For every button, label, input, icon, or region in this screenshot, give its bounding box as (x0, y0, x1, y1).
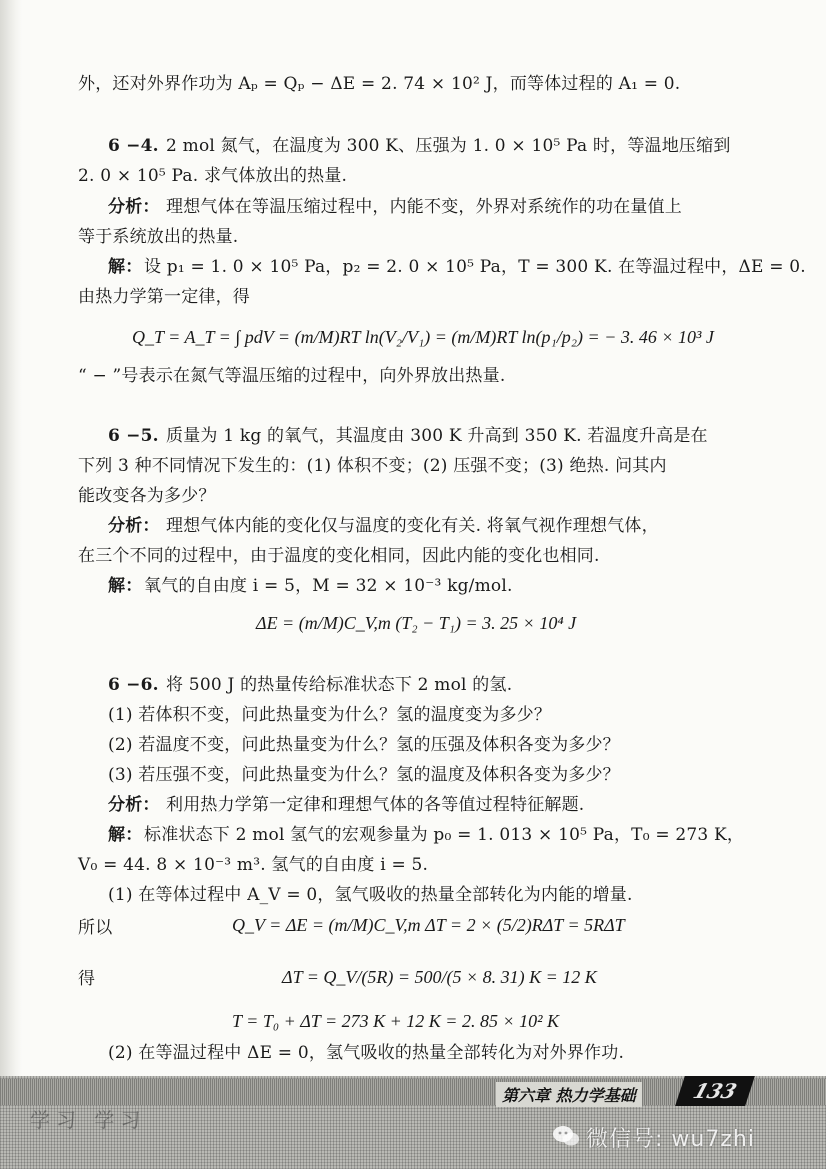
analysis-text: 在三个不同的过程中，由于温度的变化相同，因此内能的变化也相同. (78, 546, 600, 566)
page-binding-shadow (0, 0, 22, 1169)
solution-label: 解： (108, 576, 143, 596)
footer-left-marks: 学习 学习 (30, 1108, 147, 1132)
analysis-label: 分析： (108, 516, 160, 536)
solution-label: 解： (108, 825, 143, 845)
watermark-text: 微信号: wu7zhi (586, 1127, 755, 1152)
solution-text: (1) 在等体过程中 A_V = 0，氢气吸收的热量全部转化为内能的增量. (108, 885, 633, 905)
solution-text: 设 p₁ = 1. 0 × 10⁵ Pa，p₂ = 2. 0 × 10⁵ Pa，T = 300 K. 在等温过程中，ΔE = 0. (144, 257, 806, 277)
wechat-icon (552, 1124, 580, 1148)
equation-label: 所以 (78, 918, 113, 938)
equation: Q_V = ΔE = (m/M)C_V,m ΔT = 2 × (5/2)RΔT = 5RΔT (232, 915, 625, 935)
problem-text: 质量为 1 kg 的氧气，其温度由 300 K 升高到 350 K. 若温度升高是在 (166, 426, 708, 446)
text-line: 外，还对外界作功为 Aₚ = Qₚ − ΔE = 2. 74 × 10² J，而等体过程的 A₁ = 0. (78, 74, 681, 94)
equation: T = T₀ + ΔT = 273 K + 12 K = 2. 85 × 10² K (232, 1011, 559, 1031)
solution-text: 由热力学第一定律，得 (78, 287, 250, 307)
equation: Q_T = A_T = ∫ pdV = (m/M)RT ln(V₂/V₁) = (m/M)RT ln(p₁/p₂) = − 3. 46 × 10³ J (132, 327, 714, 347)
analysis-label: 分析： (108, 795, 160, 815)
solution-label: 解： (108, 257, 143, 277)
solution-text: 氧气的自由度 i = 5，M = 32 × 10⁻³ kg/mol. (144, 576, 513, 596)
problem-text: 2 mol 氮气，在温度为 300 K、压强为 1. 0 × 10⁵ Pa 时，等温地压缩到 (166, 136, 731, 156)
analysis-label: 分析： (108, 197, 160, 217)
problem-text: 能改变各为多少？ (78, 486, 216, 506)
analysis-text: 等于系统放出的热量. (78, 227, 239, 247)
solution-text: V₀ = 44. 8 × 10⁻³ m³. 氢气的自由度 i = 5. (78, 855, 429, 875)
analysis-text: 理想气体内能的变化仅与温度的变化有关. 将氧气视作理想气体， (166, 516, 659, 536)
question-item: (1) 若体积不变，问此热量变为什么？氢的温度变为多少？ (108, 705, 552, 725)
equation: ΔE = (m/M)C_V,m (T₂ − T₁) = 3. 25 × 10⁴ J (256, 613, 577, 633)
problem-text: 2. 0 × 10⁵ Pa. 求气体放出的热量. (78, 166, 348, 186)
problem-text: 将 500 J 的热量传给标准状态下 2 mol 的氢. (166, 675, 513, 695)
equation-label: 得 (78, 969, 96, 989)
problem-number: 6 −4. (108, 136, 159, 156)
problem-number: 6 −5. (108, 426, 159, 446)
question-item: (2) 若温度不变，问此热量变为什么？氢的压强及体积各变为多少？ (108, 735, 620, 755)
equation: ΔT = Q_V/(5R) = 500/(5 × 8. 31) K = 12 K (282, 967, 597, 987)
solution-text: (2) 在等温过程中 ΔE = 0，氢气吸收的热量全部转化为对外界作功. (108, 1043, 625, 1063)
problem-text: 下列 3 种不同情况下发生的：(1) 体积不变；(2) 压强不变；(3) 绝热. 问其内 (78, 456, 667, 476)
solution-text: “ − ”号表示在氮气等温压缩的过程中，向外界放出热量. (78, 366, 506, 386)
question-item: (3) 若压强不变，问此热量变为什么？氢的温度及体积各变为多少？ (108, 765, 620, 785)
analysis-text: 理想气体在等温压缩过程中，内能不变，外界对系统作的功在量值上 (166, 197, 682, 217)
chapter-label: 第六章 热力学基础 (496, 1082, 642, 1107)
solution-text: 标准状态下 2 mol 氢气的宏观参量为 p₀ = 1. 013 × 10⁵ Pa，T₀ = 273 K， (144, 825, 745, 845)
analysis-text: 利用热力学第一定律和理想气体的各等值过程特征解题. (166, 795, 585, 815)
problem-number: 6 −6. (108, 675, 159, 695)
page-number: 133 (675, 1076, 755, 1106)
